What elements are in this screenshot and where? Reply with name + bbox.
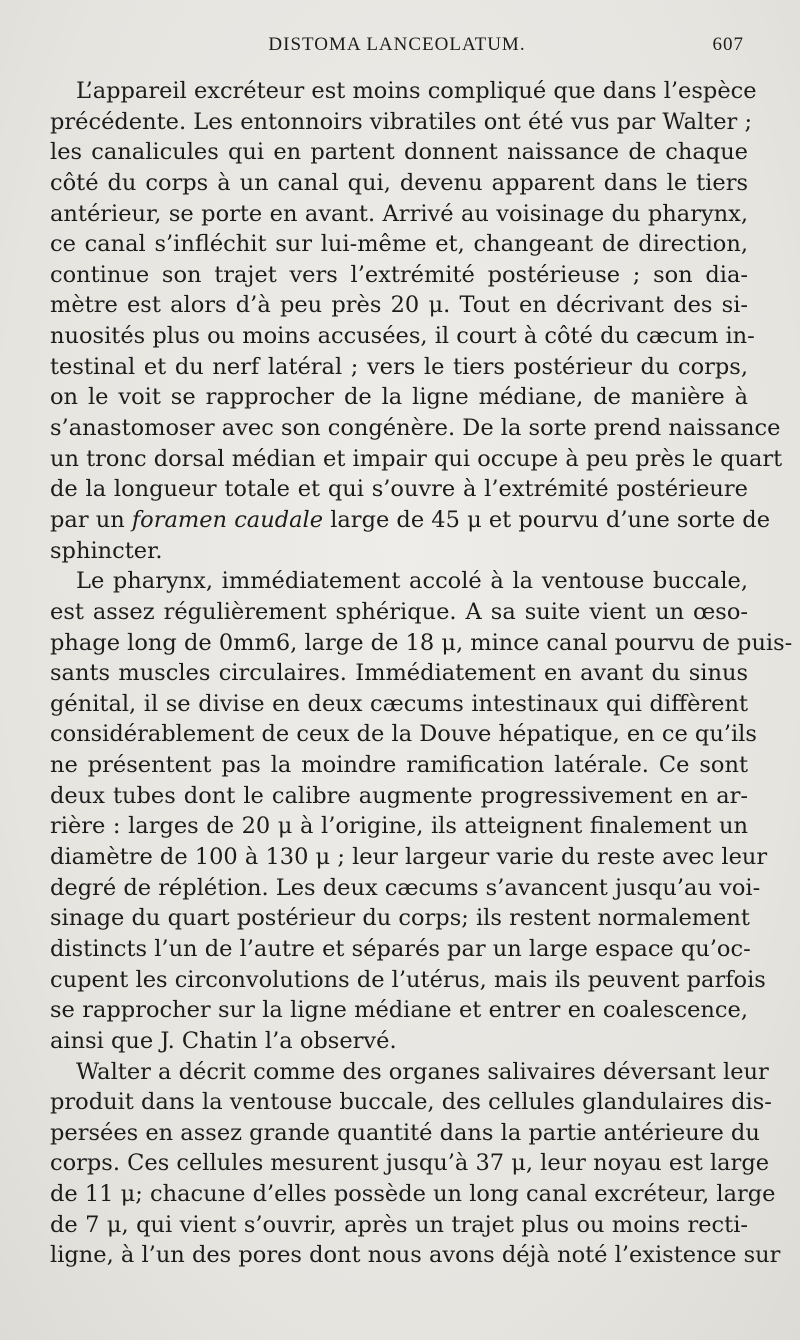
running-title: DISTOMA LANCEOLATUM. [268,34,526,55]
text-line: cupent les circonvolutions de l’utérus, mais ils peuvent parfois [50,966,766,993]
text-line: de 7 μ, qui vient s’ouvrir, après un trajet plus ou moins recti- [50,1211,748,1238]
text-line: nuosités plus ou moins accusées, il court à côté du cæcum in- [50,323,755,350]
text-line: rière : larges de 20 μ à l’origine, ils atteignent finalement un [50,813,748,840]
text-segment: large de 45 μ et pourvu d’une sorte de [323,506,771,533]
text-line: ne présentent pas la moindre ramification latérale. Ce sont [50,752,748,779]
text-line: considérablement de ceux de la Douve hépatique, en ce qu’ils [50,721,757,748]
text-line: diamètre de 100 à 130 μ ; leur largeur varie du reste avec leur [50,844,768,871]
text-line: testinal et du nerf latéral ; vers le tiers postérieur du corps, [50,353,748,380]
text-line: Le pharynx, immédiatement accolé à la ventouse buccale, [76,568,748,595]
text-line: Walter a décrit comme des organes salivaires déversant leur [76,1058,769,1085]
page-number: 607 [712,34,744,55]
text-line: corps. Ces cellules mesurent jusqu’à 37 μ, leur noyau est large [50,1150,770,1177]
text-line: produit dans la ventouse buccale, des cellules glandulaires dis- [50,1089,772,1116]
text-line: sinage du quart postérieur du corps; ils restent normalement [50,905,750,932]
text-line: est assez régulièrement sphérique. A sa suite vient un œso- [50,598,748,625]
text-line: côté du corps à un canal qui, devenu apparent dans le tiers [50,169,748,196]
text-line: un tronc dorsal médian et impair qui occupe à peu près le quart [50,445,783,472]
text-line: de 11 μ; chacune d’elles possède un long canal excréteur, large [50,1181,776,1208]
text-line: phage long de 0mm6, large de 18 μ, mince canal pourvu de puis- [50,629,793,656]
text-line: les canalicules qui en partent donnent naissance de chaque [50,139,748,166]
text-line: mètre est alors d’à peu près 20 μ. Tout en décrivant des si- [50,292,748,319]
text-line: s’anastomoser avec son congénère. De la sorte prend naissance [50,415,781,442]
text-line: persées en assez grande quantité dans la partie antérieure du [50,1119,760,1146]
text-line: deux tubes dont le calibre augmente progressivement en ar- [50,782,748,809]
text-line: continue son trajet vers l’extrémité postérieuse ; son dia- [50,261,748,288]
text-line: précédente. Les entonnoirs vibratiles ont été vus par Walter ; [50,108,753,135]
text-line: de la longueur totale et qui s’ouvre à l’extrémité postérieure [50,476,748,503]
text-segment: par un [50,506,132,533]
text-line: se rapprocher sur la ligne médiane et entrer en coalescence, [50,997,748,1024]
text-line: antérieur, se porte en avant. Arrivé au voisinage du pharynx, [50,200,748,227]
text-line: sphincter. [50,537,163,564]
text-line: on le voit se rapprocher de la ligne médiane, de manière à [50,384,748,411]
text-line: ainsi que J. Chatin l’a observé. [50,1027,397,1054]
text-line: distincts l’un de l’autre et séparés par un large espace qu’oc- [50,935,751,962]
italic-term: foramen caudale [131,506,324,533]
text-line: génital, il se divise en deux cæcums intestinaux qui diffèrent [50,690,748,717]
text-line: ligne, à l’un des pores dont nous avons déjà noté l’existence sur [50,1242,781,1269]
text-line: L’appareil excréteur est moins compliqué que dans l’espèce [76,78,757,104]
text-line: degré de réplétion. Les deux cæcums s’avancent jusqu’au voi- [50,874,761,901]
page-header [50,34,744,62]
text-line: ce canal s’infléchit sur lui-même et, changeant de direction, [50,231,748,258]
text-line: sants muscles circulaires. Immédiatement en avant du sinus [50,660,748,687]
text-line [50,505,771,536]
body-text [50,76,793,1271]
